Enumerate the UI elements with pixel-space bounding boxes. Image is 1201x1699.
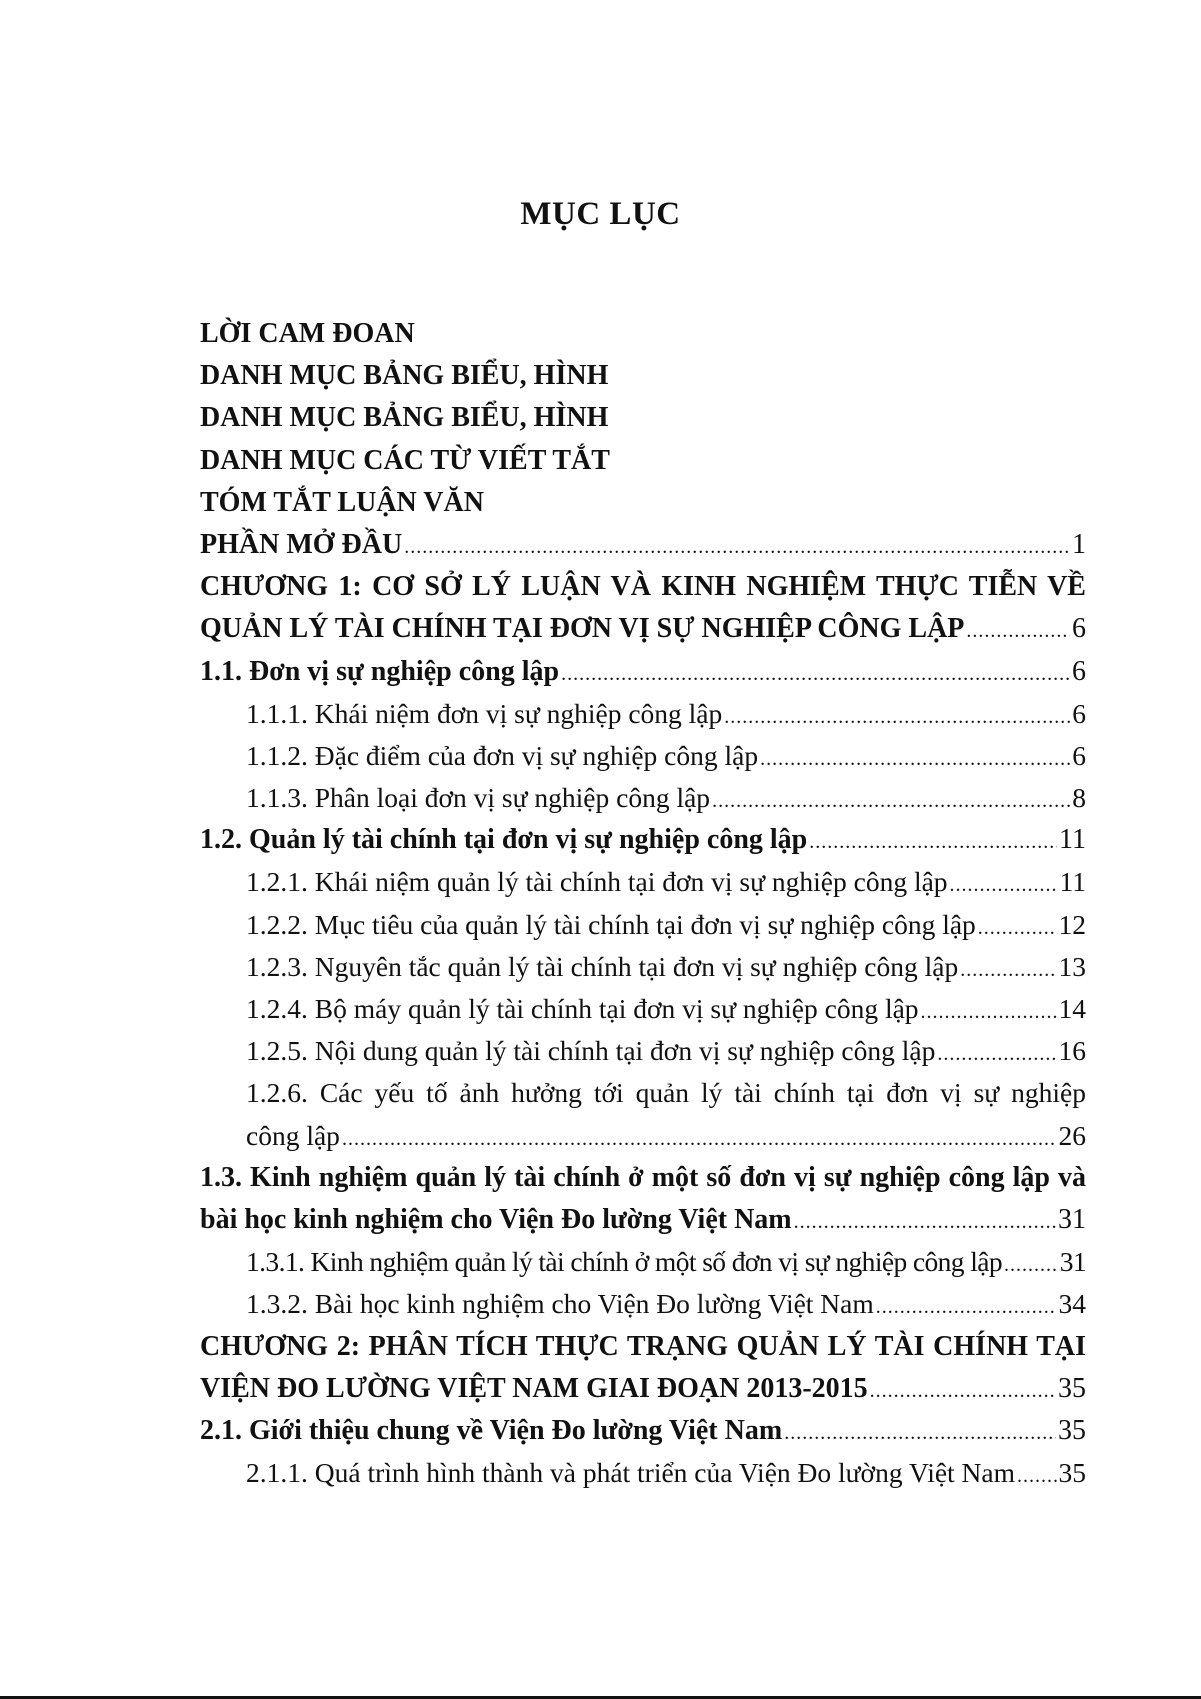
toc-entry-text: DANH MỤC BẢNG BIỂU, HÌNH — [200, 360, 609, 392]
toc-page-number: 35 — [1058, 1457, 1086, 1489]
dot-leader — [937, 1033, 1056, 1072]
toc-page-number: 6 — [1072, 613, 1086, 645]
toc-page-number: 31 — [1058, 1203, 1086, 1235]
toc-entry-2-1-1[interactable] — [200, 1452, 1086, 1494]
toc-page-number: 12 — [1058, 908, 1086, 940]
toc-entry-intro[interactable] — [200, 524, 1086, 566]
table-of-contents — [200, 313, 1086, 1494]
dot-leader — [966, 610, 1070, 650]
toc-entry-1-2-2[interactable] — [200, 904, 1086, 946]
toc-entry-text: CHƯƠNG 2: PHÂN TÍCH THỰC TRẠNG QUẢN LÝ TÀI CHÍNH TẠI — [200, 1330, 1086, 1362]
dot-leader — [950, 864, 1058, 903]
dot-leader — [809, 821, 1057, 861]
dot-leader — [1017, 1455, 1056, 1494]
dot-leader — [921, 991, 1057, 1030]
dot-leader — [794, 1201, 1056, 1241]
toc-page-number: 6 — [1072, 739, 1086, 771]
dot-leader — [760, 738, 1070, 777]
toc-front-matter-item[interactable] — [200, 397, 1086, 439]
toc-page-number: 13 — [1058, 950, 1086, 982]
toc-entry-text: 1.1.3. Phân loại đơn vị sự nghiệp công lập — [246, 782, 711, 814]
toc-entry-text: DANH MỤC CÁC TỪ VIẾT TẮT — [200, 444, 610, 476]
toc-entry-1-1-1[interactable] — [200, 693, 1086, 735]
toc-page-number: 16 — [1058, 1035, 1086, 1067]
toc-entry-1-1-3[interactable] — [200, 777, 1086, 819]
toc-front-matter-item[interactable] — [200, 313, 1086, 355]
toc-entry-1-2-1[interactable] — [200, 861, 1086, 903]
toc-entry-1-2-3[interactable] — [200, 946, 1086, 988]
toc-entry-text: QUẢN LÝ TÀI CHÍNH TẠI ĐƠN VỊ SỰ NGHIỆP CÔNG LẬP — [200, 613, 965, 645]
toc-entry-text: 1.2.5. Nội dung quản lý tài chính tại đơn vị sự nghiệp công lập — [246, 1035, 936, 1067]
toc-entry-text: 1.2. Quản lý tài chính tại đơn vị sự nghiệp công lập — [200, 824, 808, 856]
toc-entry-2-1[interactable] — [200, 1410, 1086, 1452]
toc-entry-1-3-1[interactable] — [200, 1241, 1086, 1283]
toc-entry-text: VIỆN ĐO LƯỜNG VIỆT NAM GIAI ĐOẠN 2013-2015 — [200, 1372, 868, 1404]
toc-entry-1-2-6-cont[interactable] — [200, 1115, 1086, 1157]
toc-entry-text: 1.1.1. Khái niệm đơn vị sự nghiệp công lập — [246, 697, 723, 729]
toc-entry-chapter-1[interactable] — [200, 566, 1086, 608]
toc-page-number: 34 — [1058, 1288, 1086, 1320]
toc-front-matter-item[interactable] — [200, 482, 1086, 524]
dot-leader — [404, 526, 1070, 566]
toc-entry-1-1-2[interactable] — [200, 735, 1086, 777]
toc-entry-text: 1.2.6. Các yếu tố ảnh hưởng tới quản lý tài chính tại đơn vị sự nghiệp — [246, 1077, 1086, 1109]
toc-entry-text: 2.1.1. Quá trình hình thành và phát triển của Viện Đo lường Việt Nam — [246, 1457, 1016, 1489]
toc-entry-text: 1.2.4. Bộ máy quản lý tài chính tại đơn vị sự nghiệp công lập — [246, 993, 919, 1024]
toc-entry-text: 1.2.1. Khái niệm quản lý tài chính tại đơn vị sự nghiệp công lập — [246, 866, 948, 898]
toc-entry-text: DANH MỤC BẢNG BIỂU, HÌNH — [200, 402, 609, 434]
page-title: MỤC LỤC — [520, 196, 681, 232]
toc-entry-text: 1.3. Kinh nghiệm quản lý tài chính ở một số đơn vị sự nghiệp công lập và — [200, 1161, 1086, 1193]
dot-leader — [870, 1370, 1056, 1410]
toc-entry-1-2-6[interactable] — [200, 1072, 1086, 1114]
toc-page-number: 31 — [1059, 1246, 1086, 1278]
toc-entry-text: 1.3.1. Kinh nghiệm quản lý tài chính ở một số đơn vị sự nghiệp công lập — [246, 1246, 1003, 1278]
dot-leader — [978, 907, 1057, 946]
dot-leader — [960, 949, 1056, 988]
toc-entry-chapter-1-cont[interactable] — [200, 608, 1086, 650]
toc-entry-text: CHƯƠNG 1: CƠ SỞ LÝ LUẬN VÀ KINH NGHIỆM THỰC TIỄN VỀ — [200, 571, 1086, 603]
toc-page-number: 8 — [1072, 782, 1086, 814]
dot-leader — [342, 1118, 1057, 1157]
toc-entry-text: công lập — [246, 1119, 340, 1151]
toc-page-number: 35 — [1058, 1372, 1086, 1404]
toc-entry-text: TÓM TẮT LUẬN VĂN — [200, 486, 484, 518]
toc-entry-text: 1.1. Đơn vị sự nghiệp công lập — [200, 655, 560, 687]
toc-page-number: 35 — [1058, 1414, 1086, 1446]
toc-entry-chapter-2[interactable] — [200, 1326, 1086, 1368]
toc-page-number: 11 — [1059, 824, 1086, 856]
toc-entry-1-2-5[interactable] — [200, 1030, 1086, 1072]
toc-page-number: 11 — [1059, 866, 1086, 898]
dot-leader — [724, 696, 1070, 735]
toc-entry-1-1[interactable] — [200, 651, 1086, 693]
toc-page-number: 26 — [1058, 1119, 1086, 1151]
toc-entry-text: 1.2.2. Mục tiêu của quản lý tài chính tại đơn vị sự nghiệp công lập — [246, 908, 976, 940]
toc-front-matter-item[interactable] — [200, 440, 1086, 482]
toc-entry-1-2[interactable] — [200, 819, 1086, 861]
toc-entry-text: bài học kinh nghiệm cho Viện Đo lường Việt Nam — [200, 1203, 792, 1235]
dot-leader — [1004, 1244, 1058, 1283]
toc-entry-1-3[interactable] — [200, 1157, 1086, 1199]
toc-front-matter-item[interactable] — [200, 355, 1086, 397]
toc-page-number: 6 — [1072, 697, 1086, 729]
toc-entry-1-3-2[interactable] — [200, 1283, 1086, 1325]
dot-leader — [784, 1412, 1056, 1452]
dot-leader — [876, 1286, 1057, 1325]
toc-entry-text: 1.1.2. Đặc điểm của đơn vị sự nghiệp công lập — [246, 739, 759, 771]
toc-entry-1-3-cont[interactable] — [200, 1199, 1086, 1241]
toc-page-number: 14 — [1058, 993, 1086, 1024]
toc-entry-text: 2.1. Giới thiệu chung về Viện Đo lường Việt Nam — [200, 1414, 783, 1446]
toc-entry-1-2-4[interactable] — [200, 988, 1086, 1030]
toc-entry-text: 1.2.3. Nguyên tắc quản lý tài chính tại đơn vị sự nghiệp công lập — [246, 950, 959, 982]
toc-page-number: 1 — [1072, 528, 1086, 560]
toc-entry-text: LỜI CAM ĐOAN — [200, 318, 415, 349]
toc-entry-chapter-2-cont[interactable] — [200, 1368, 1086, 1410]
toc-entry-text: PHẦN MỞ ĐẦU — [200, 528, 403, 560]
toc-page-number: 6 — [1072, 655, 1086, 687]
toc-entry-text: 1.3.2. Bài học kinh nghiệm cho Viện Đo lường Việt Nam — [246, 1288, 874, 1320]
dot-leader — [712, 780, 1070, 819]
dot-leader — [561, 653, 1070, 693]
